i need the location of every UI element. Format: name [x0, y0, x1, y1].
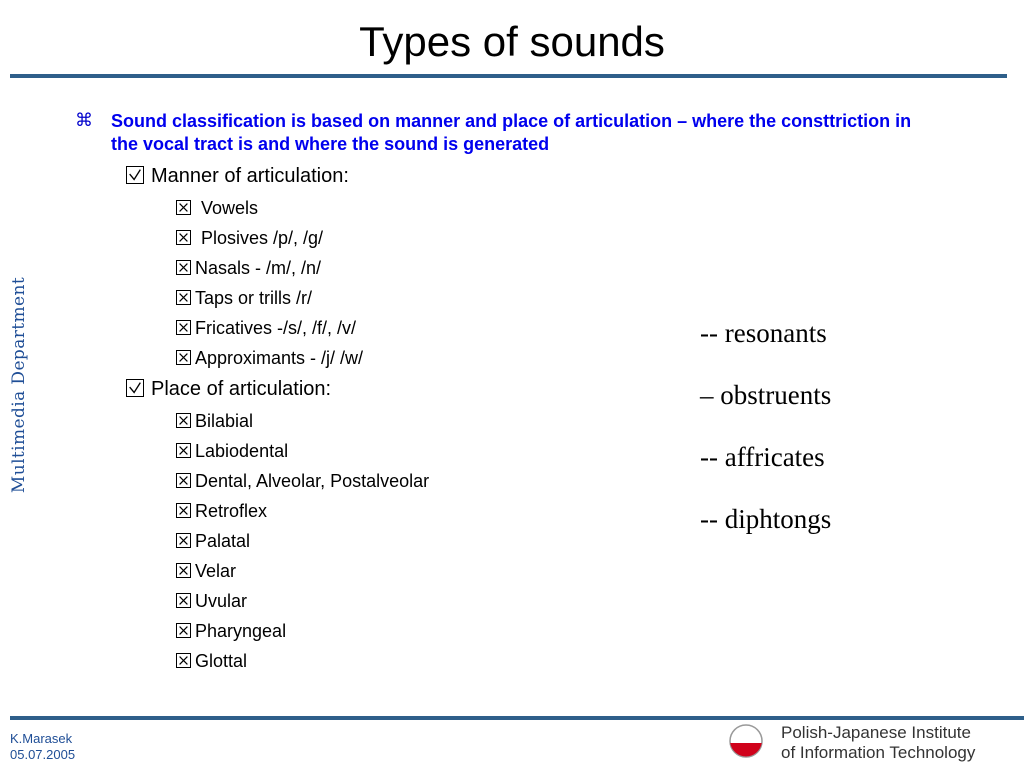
- list-item-label: Pharyngeal: [195, 621, 287, 641]
- x-box-icon: [176, 230, 191, 245]
- list-item: [176, 318, 356, 339]
- list-item-label: Labiodental: [195, 441, 289, 461]
- author-name: K.Marasek: [10, 731, 73, 746]
- list-item-label: Fricatives -/s/, /f/, /v/: [195, 318, 357, 338]
- list-item: [176, 348, 363, 369]
- annotation-affricates: -- affricates: [700, 442, 825, 472]
- lead-text: Sound classification is based on manner and place of articulation – where the consttriction in the vocal tract is and where the sound is generated: [111, 111, 912, 154]
- institute-name-line2: of Information Technology: [781, 743, 976, 762]
- slide-title: Types of sounds: [359, 18, 665, 65]
- manner-heading-label: Manner of articulation:: [151, 165, 349, 187]
- annotation-diphtongs: -- diphtongs: [700, 504, 832, 534]
- annotation-obstruents: – obstruents: [700, 380, 832, 410]
- checkmark-box-icon: [126, 166, 144, 184]
- list-item: [176, 531, 250, 552]
- list-item-label: Palatal: [195, 531, 251, 551]
- x-box-icon: [176, 320, 191, 335]
- list-item: [176, 198, 258, 219]
- list-item-label: Vowels: [201, 198, 259, 218]
- footer-rule: [10, 716, 1024, 720]
- x-box-icon: [176, 623, 191, 638]
- command-bullet-icon: ⌘: [75, 110, 93, 130]
- checkmark-box-icon: [126, 379, 144, 397]
- list-item: [176, 258, 321, 279]
- list-item-label: Approximants - /j/ /w/: [195, 348, 364, 368]
- list-item: [176, 411, 253, 432]
- list-item: [176, 591, 247, 612]
- list-item-label: Velar: [195, 561, 237, 581]
- x-box-icon: [176, 503, 191, 518]
- presentation-date: 05.07.2005: [10, 747, 76, 762]
- x-box-icon: [176, 200, 191, 215]
- list-item: [176, 651, 247, 672]
- institute-name: [781, 723, 975, 763]
- x-box-icon: [176, 413, 191, 428]
- list-item-label: Bilabial: [195, 411, 254, 431]
- list-item-label: Retroflex: [195, 501, 268, 521]
- list-item: [176, 471, 429, 492]
- x-box-icon: [176, 260, 191, 275]
- list-item: [176, 621, 286, 642]
- list-item: [176, 501, 267, 522]
- list-item: [176, 288, 312, 309]
- list-item: [176, 561, 236, 582]
- list-item-label: Dental, Alveolar, Postalveolar: [195, 471, 430, 491]
- x-box-icon: [176, 533, 191, 548]
- list-item: [176, 441, 288, 462]
- annotation-resonants: -- resonants: [700, 318, 827, 348]
- side-label: Multimedia Department: [9, 276, 29, 494]
- list-item-label: Uvular: [195, 591, 248, 611]
- manner-heading: [126, 165, 349, 188]
- lead-bullet-point: [75, 110, 935, 156]
- x-box-icon: [176, 563, 191, 578]
- list-item-label: Glottal: [195, 651, 248, 671]
- x-box-icon: [176, 443, 191, 458]
- x-box-icon: [176, 593, 191, 608]
- x-box-icon: [176, 290, 191, 305]
- x-box-icon: [176, 653, 191, 668]
- institute-name-line1: Polish-Japanese Institute: [781, 723, 971, 742]
- list-item-label: Taps or trills /r/: [195, 288, 313, 308]
- place-heading: [126, 378, 331, 401]
- title-rule: [10, 74, 1007, 78]
- list-item-label: Nasals - /m/, /n/: [195, 258, 322, 278]
- list-item: [176, 228, 323, 249]
- institute-logo-icon: [728, 722, 764, 760]
- place-heading-label: Place of articulation:: [151, 378, 332, 400]
- list-item-label: Plosives /p/, /g/: [201, 228, 324, 248]
- footer-author: [10, 731, 75, 763]
- x-box-icon: [176, 473, 191, 488]
- x-box-icon: [176, 350, 191, 365]
